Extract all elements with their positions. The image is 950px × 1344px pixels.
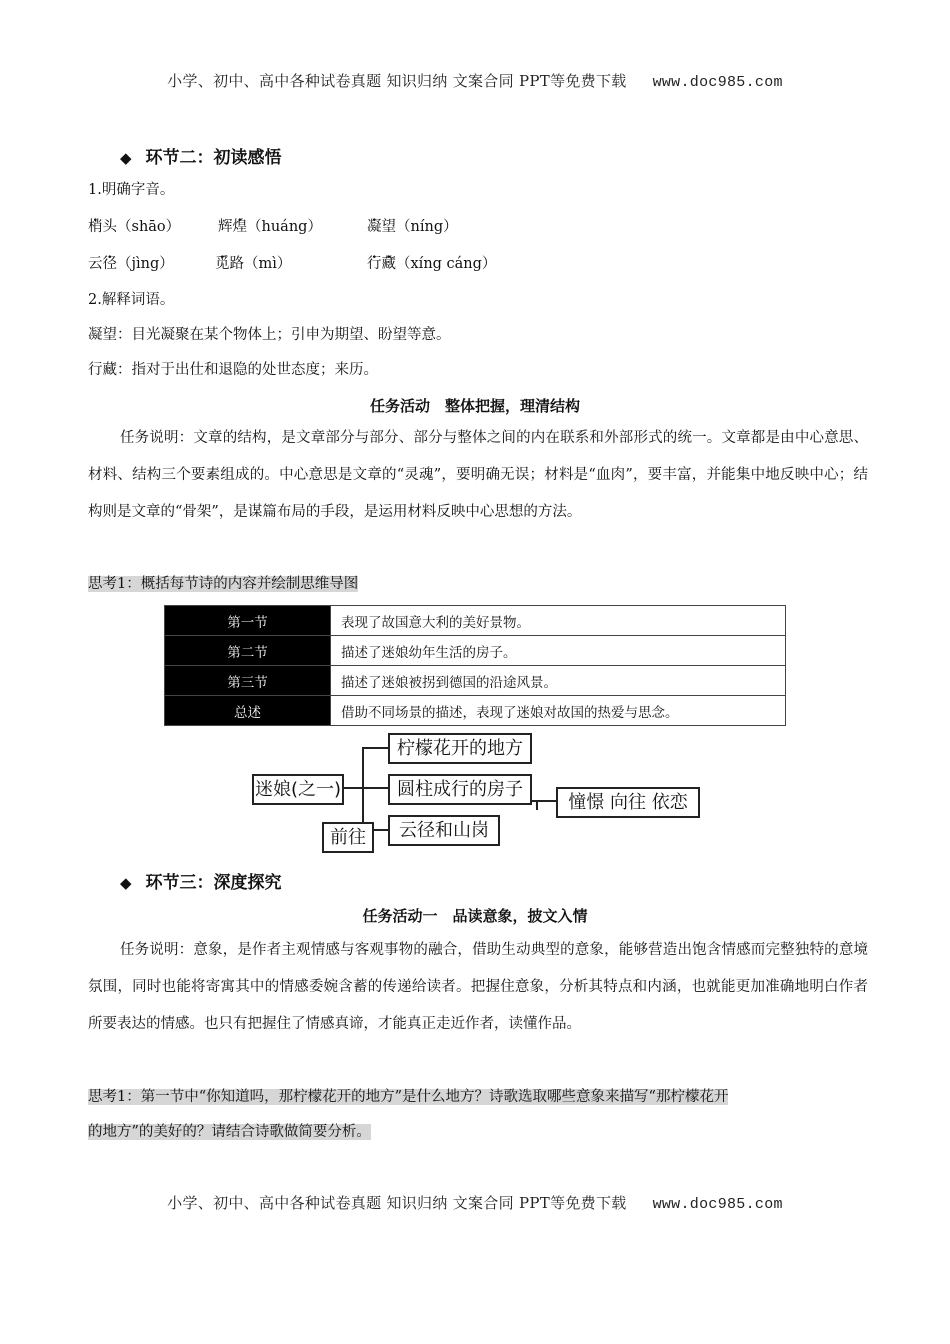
definition-1: 凝望：目光凝聚在某个物体上；引申为期望、盼望等意。 — [88, 327, 451, 343]
pinyin-1: 梢头（shāo） — [88, 219, 181, 235]
definition-2: 行藏：指对于出仕和退隐的处世态度；来历。 — [88, 362, 378, 378]
dotted-char: 凝 — [367, 219, 382, 235]
task-description: 任务说明：文章的结构，是文章部分与部分、部分与整体之间的内在联系和外部形式的统一。文章都是由中心意思、材料、结构三个要素组成的。中心意思是文章的“灵魂”，要明确无误；材料是“血肉”，要丰富，并能集中地反映中心；结构则是文章的“骨架”，是谋篇布局的手段，是运用材料反映中心思想的方法。 — [88, 430, 868, 520]
header-text: 小学、初中、高中各种试卷真题 知识归纳 文案合同 PPT等免费下载 — [167, 72, 627, 90]
table-row: 第二节 描述了迷娘幼年生活的房子。 — [165, 636, 786, 666]
mindmap-branch-3: 云径和山岗 — [388, 815, 500, 846]
diamond-icon: ◆ — [120, 874, 132, 892]
page-footer — [0, 1192, 950, 1213]
task-description-3: 任务说明：意象，是作者主观情感与客观事物的融合，借助生动典型的意象，能够营造出饱含情感而完整独特的意境氛围，同时也能将寄寓其中的情感委婉含蓄的传递给读者。把握住意象，分析其特点和内涵，也就能更加准确地明白作者所要表达的情感。也只有把握住了情感真谛，才能真正走近作者，读懂作品。 — [88, 942, 868, 1032]
pinyin-3: 凝望（níng） — [367, 219, 458, 235]
section3-title: 环节三：深度探究 — [145, 873, 282, 893]
table-row: 总述 借助不同场景的描述，表现了迷娘对故国的热爱与思念。 — [165, 696, 786, 726]
page-header — [0, 70, 950, 91]
section2-title: 环节二：初读感悟 — [145, 148, 282, 168]
diamond-icon: ◆ — [120, 149, 132, 167]
pinyin-2: 辉煌（huáng） — [218, 219, 322, 235]
dotted-char: 藏 — [381, 256, 396, 272]
summary-table — [164, 605, 786, 726]
dotted-char: 径 — [102, 256, 117, 272]
pinyin-4: 云径（jìng） — [88, 256, 174, 272]
mindmap-sub: 前往 — [322, 822, 374, 853]
footer-text: 小学、初中、高中各种试卷真题 知识归纳 文案合同 PPT等免费下载 — [167, 1194, 627, 1212]
item-explain: 2.解释词语。 — [88, 292, 175, 308]
think-question: 思考1：概括每节诗的内容并绘制思维导图 — [88, 576, 359, 592]
mindmap-branch-1: 柠檬花开的地方 — [388, 733, 532, 764]
pinyin-5: 觅路（mì） — [215, 256, 292, 272]
footer-url[interactable]: www.doc985.com — [652, 1196, 783, 1213]
think-question-3: 思考1：第一节中“你知道吗，那柠檬花开的地方”是什么地方？诗歌选取哪些意象来描写“那柠檬花开 的地方”的美好的？请结合诗歌做简要分析。 — [88, 1089, 729, 1140]
dotted-char: 行 — [367, 256, 382, 272]
dotted-char: 煌 — [232, 219, 247, 235]
dotted-char: 梢 — [88, 219, 103, 235]
table-row: 第三节 描述了迷娘被拐到德国的沿途风景。 — [165, 666, 786, 696]
dotted-char: 觅 — [215, 256, 230, 272]
mindmap-branch-2: 圆柱成行的房子 — [388, 774, 532, 805]
task-title-3: 任务活动一 品读意象，披文入情 — [362, 907, 588, 925]
header-url[interactable]: www.doc985.com — [652, 74, 783, 91]
pinyin-6: 行藏（xíng cáng） — [367, 256, 497, 272]
mindmap-root: 迷娘(之一) — [252, 774, 344, 805]
task-title: 任务活动 整体把握，理清结构 — [369, 397, 580, 415]
table-row: 第一节 表现了故国意大利的美好景物。 — [165, 606, 786, 636]
section3-heading — [120, 868, 282, 893]
item-pronunciation: 1.明确字音。 — [88, 182, 175, 198]
section2-heading — [120, 143, 282, 168]
mindmap-result: 憧憬 向往 依恋 — [556, 787, 700, 818]
